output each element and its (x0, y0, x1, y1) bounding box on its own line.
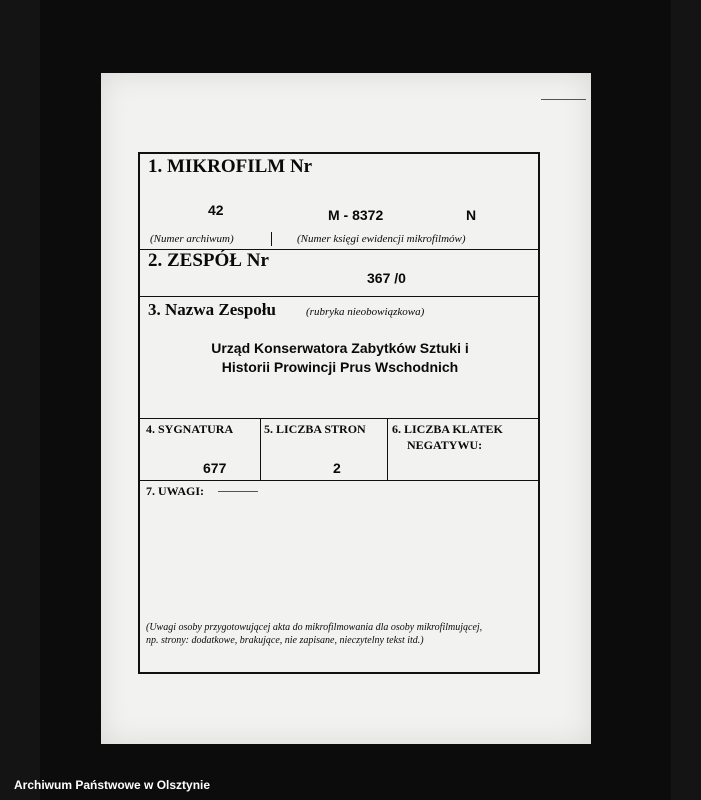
section3-note: (rubryka nieobowiązkowa) (306, 306, 425, 318)
section4-title: 4. SYGNATURA (146, 422, 234, 436)
fonds-name-line1: Urząd Konserwatora Zabytków Sztuki i (211, 340, 469, 356)
microfilm-suffix-value: N (466, 207, 477, 223)
film-edge-right (671, 0, 701, 800)
separator-4-5 (260, 418, 261, 480)
register-number-caption: (Numer księgi ewidencji mikrofilmów) (297, 233, 466, 245)
rule-section4 (140, 480, 538, 481)
section7-title: 7. UWAGI: (146, 484, 205, 498)
remarks-dash (218, 491, 258, 492)
paper-mark (541, 99, 586, 100)
rule-section2 (140, 296, 538, 297)
archive-footer: Archiwum Państwowe w Olsztynie (14, 778, 211, 792)
section6-title-line2: NEGATYWU: (407, 438, 483, 452)
separator-5-6 (387, 418, 388, 480)
section6-title-line1: 6. LICZBA KLATEK (392, 422, 503, 436)
pages-value: 2 (333, 460, 341, 476)
fonds-name-line2: Historii Prowincji Prus Wschodnich (221, 359, 459, 375)
microfilm-card (138, 152, 540, 674)
separator-captions (271, 232, 272, 246)
archive-number-value: 42 (208, 202, 224, 218)
archive-number-caption: (Numer archiwum) (150, 233, 234, 245)
section1-title: 1. MIKROFILM Nr (148, 156, 313, 177)
remarks-note-line2: np. strony: dodatkowe, brakujące, nie zapisane, nieczytelny tekst itd.) (146, 635, 424, 646)
remarks-note-line1: (Uwagi osoby przygotowującej akta do mikrofilmowania dla osoby mikrofilmującej, (146, 622, 483, 633)
fonds-name (160, 339, 520, 377)
section2-title: 2. ZESPÓŁ Nr (148, 250, 269, 271)
section5-title: 5. LICZBA STRON (264, 422, 366, 436)
section3-title: 3. Nazwa Zespołu (148, 300, 276, 319)
signature-value: 677 (203, 460, 227, 476)
fonds-number-value: 367 /0 (367, 270, 406, 286)
film-edge-left (0, 0, 40, 800)
microfilm-card-paper (101, 73, 591, 744)
microfilm-number-value: M - 8372 (328, 207, 384, 223)
rule-section3 (140, 418, 538, 419)
